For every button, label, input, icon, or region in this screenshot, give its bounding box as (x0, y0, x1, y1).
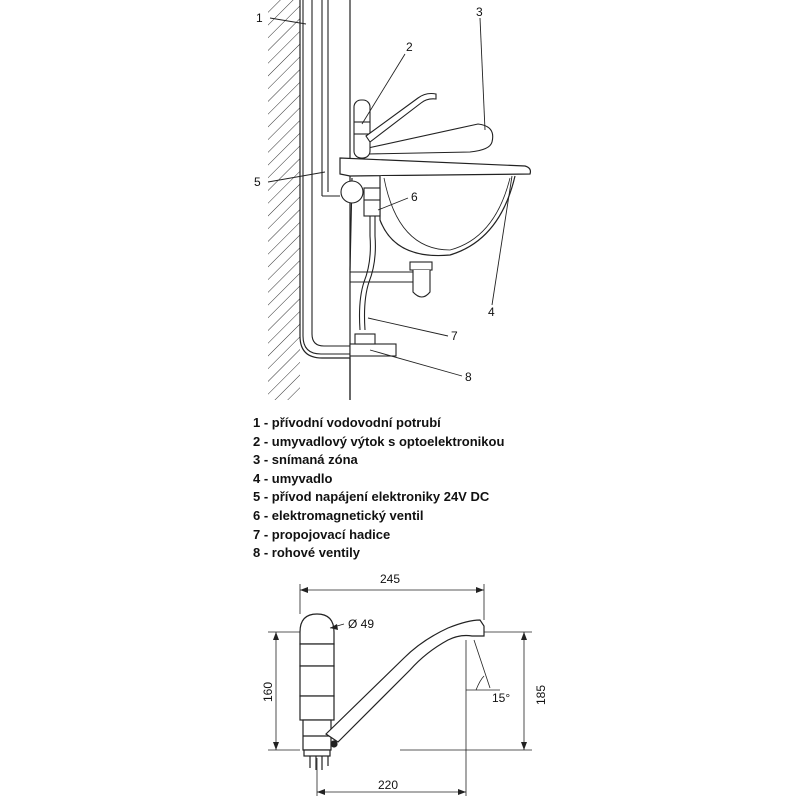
callout-5: 5 (254, 175, 261, 189)
wall (268, 0, 350, 400)
legend-item-1: 1 - přívodní vodovodní potrubí (253, 415, 441, 430)
callout-8: 8 (465, 370, 472, 384)
callout-7: 7 (451, 329, 458, 343)
dim-base-220: 220 (378, 778, 399, 792)
callout-1: 1 (256, 11, 263, 25)
legend-item-5: 5 - přívod napájení elektroniky 24V DC (253, 489, 490, 505)
siphon (410, 262, 432, 297)
legend (253, 414, 504, 563)
callout-4: 4 (488, 305, 495, 319)
corner-valves (350, 334, 396, 356)
dim-diameter-49: Ø 49 (348, 617, 375, 631)
legend-item-3: 3 - snímaná zóna (253, 452, 358, 468)
legend-item-6: 6 - elektromagnetický ventil (253, 507, 424, 523)
dim-height-185: 185 (534, 684, 548, 705)
basin-bracket (350, 272, 414, 282)
callout-6: 6 (411, 190, 418, 204)
callout-2: 2 (406, 40, 413, 54)
connecting-hose (360, 216, 376, 330)
dim-width-245: 245 (380, 572, 401, 586)
legend-item-8: 8 - rohové ventily (253, 545, 360, 561)
legend-item-7: 7 - propojovací hadice (253, 526, 391, 542)
dim-angle-15: 15° (492, 691, 511, 705)
legend-item-4: 4 - umyvadlo (253, 470, 333, 486)
legend-item-2: 2 - umyvadlový výtok s optoelektronikou (253, 433, 505, 449)
callout-3: 3 (476, 5, 483, 19)
dim-height-160: 160 (261, 681, 275, 702)
faucet-side-view (300, 614, 484, 770)
